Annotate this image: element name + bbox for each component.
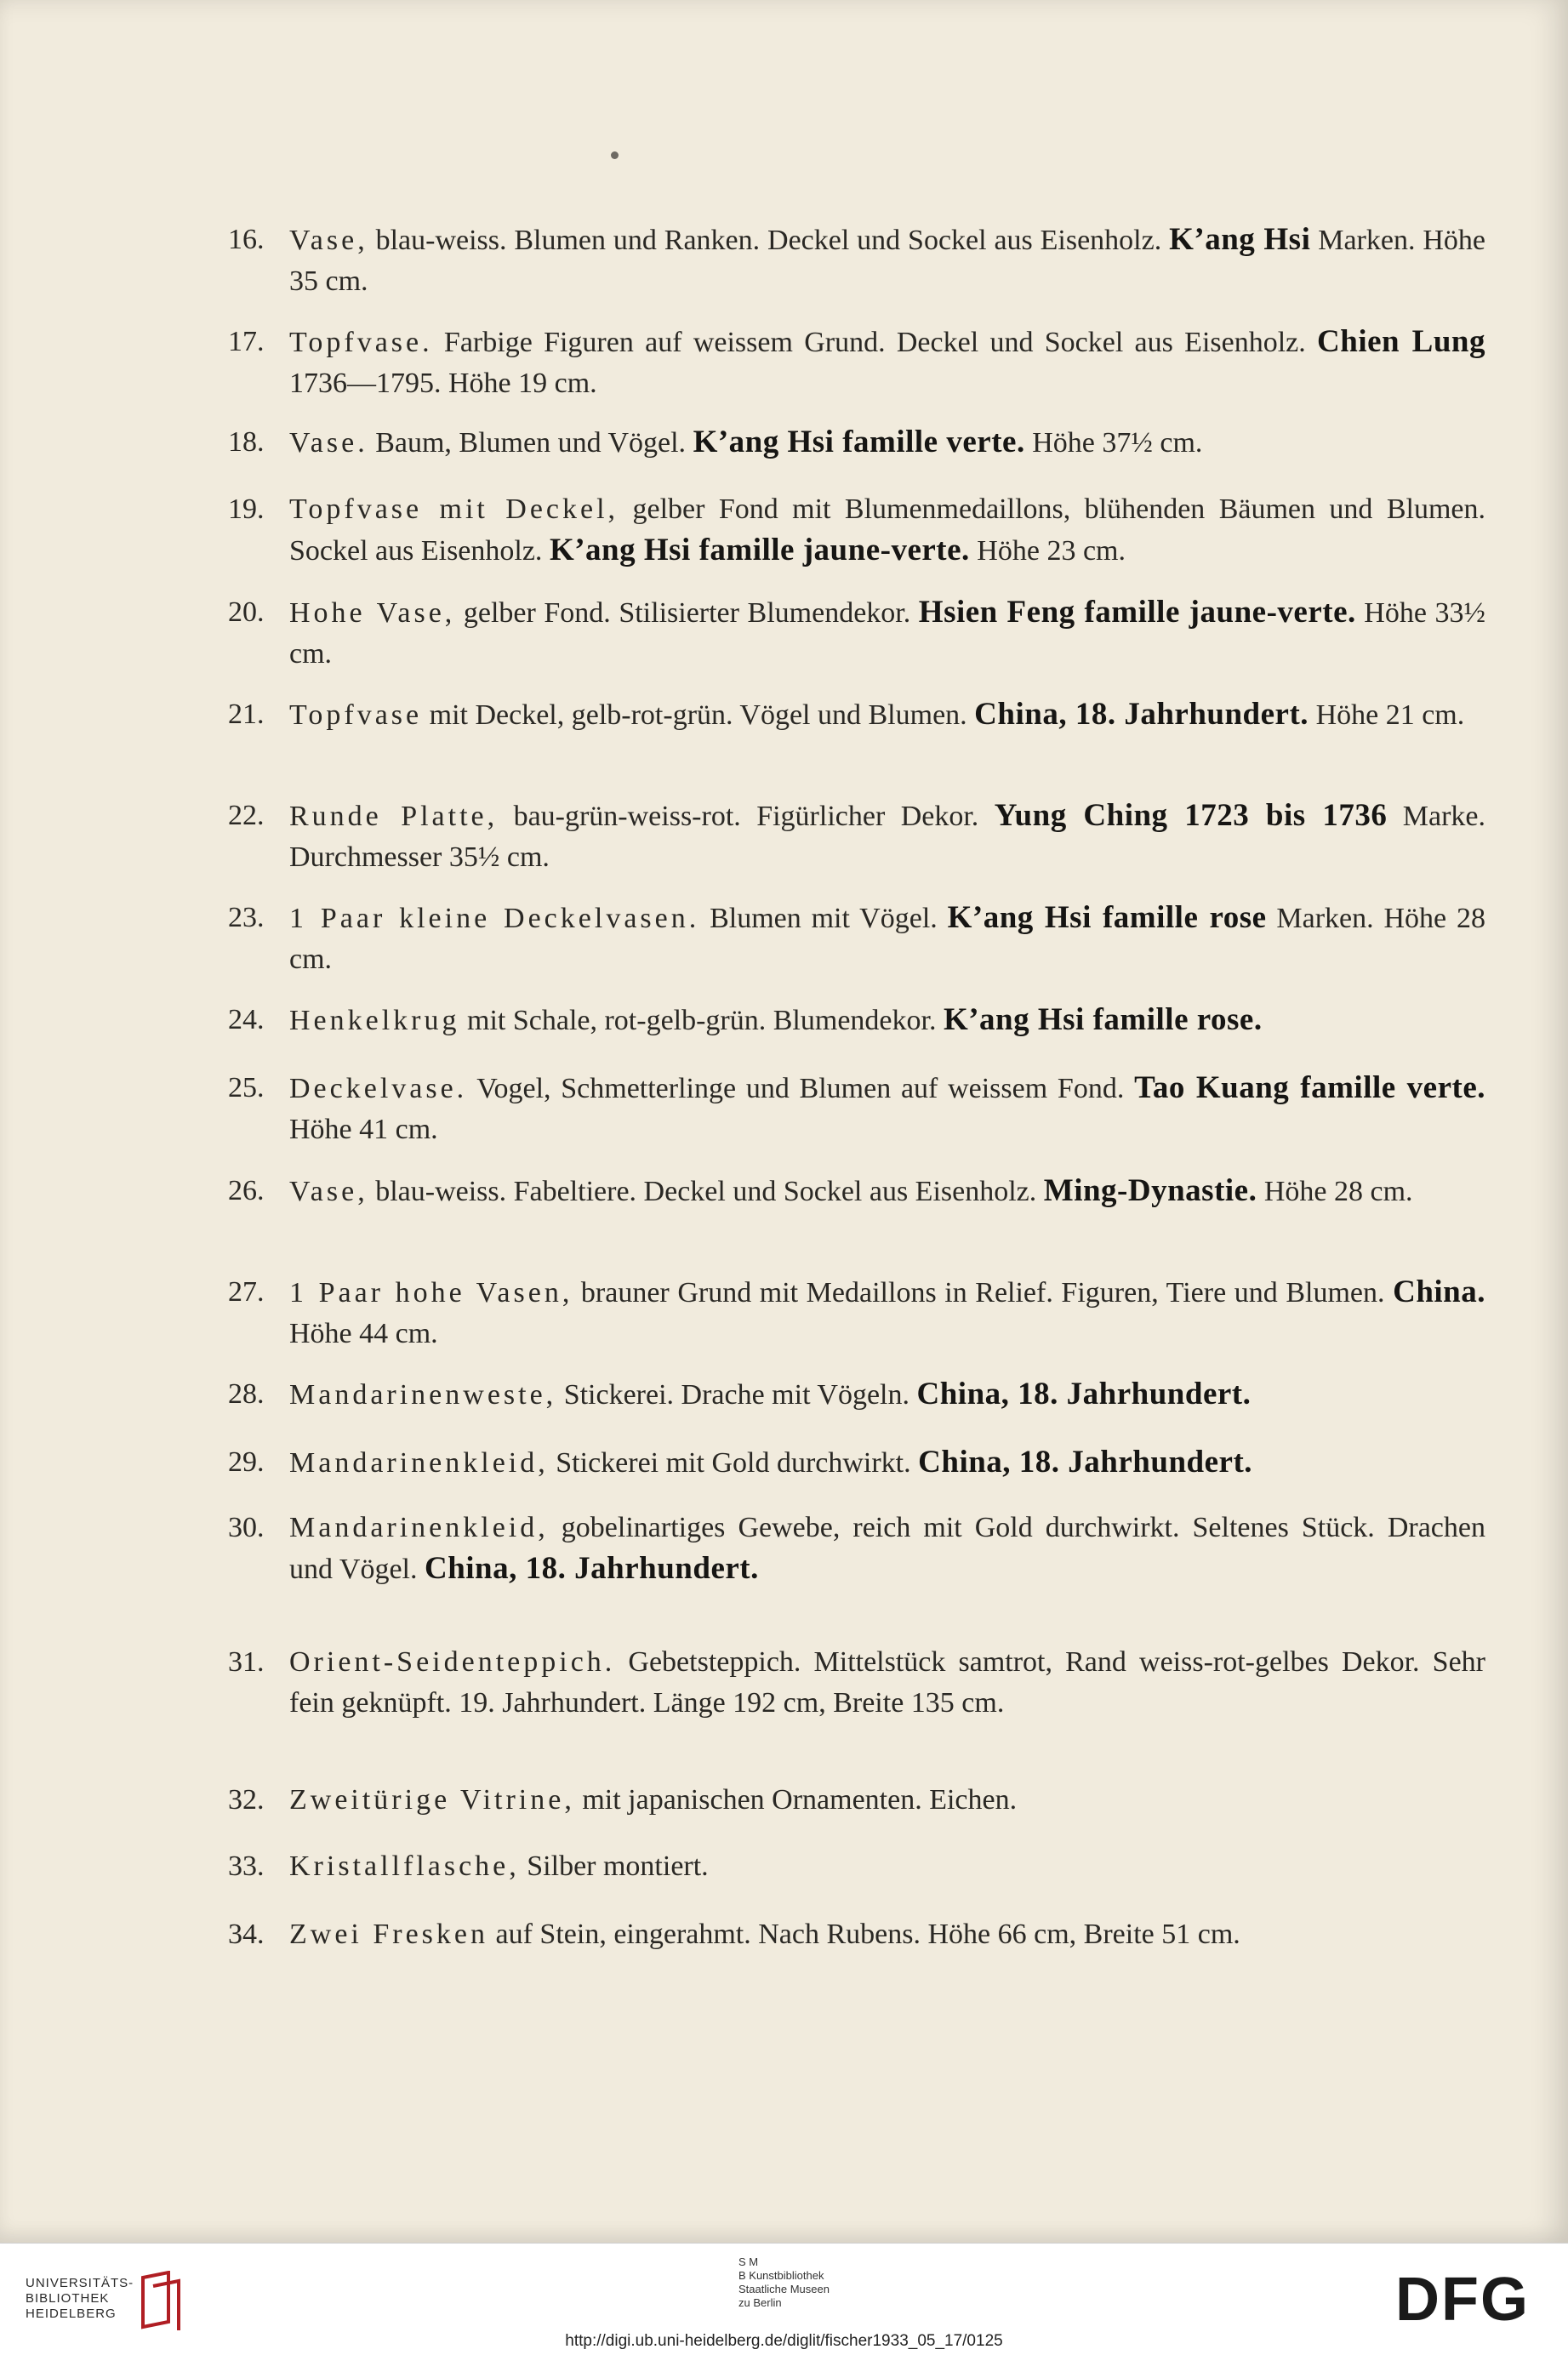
entry-number: 27. [228,1276,265,1308]
catalogue-entry [228,1171,1485,1212]
entry-title: Henkelkrug [289,1005,460,1036]
catalogue-entry [228,1914,1485,1955]
entry-text [289,795,1485,878]
entry-text [289,1000,1485,1041]
entry-number: 31. [228,1646,265,1678]
museum-line: zu Berlin [738,2296,782,2309]
catalogue-entry [228,1508,1485,1590]
entry-number: 28. [228,1378,265,1410]
entry-text [289,898,1485,980]
entry-title: Runde Platte, [289,801,499,832]
catalogue-entry [228,795,1485,878]
entry-attribution: K’ang Hsi [1169,222,1311,257]
entry-attribution: Chien Lung [1317,324,1485,359]
entry-text [289,1846,1485,1887]
entry-description: Stickerei mit Gold durchwirkt. [548,1447,919,1479]
entry-description: mit Schale, rot-gelb-grün. Blumendekor. [459,1005,944,1036]
entry-description: blau-weiss. Fabeltiere. Deckel und Sockel aus Eisenholz. [368,1176,1044,1207]
entry-description: Höhe 44 cm. [289,1318,438,1349]
entry-number: 33. [228,1850,265,1882]
entry-attribution: K’ang Hsi famille jaune-verte. [549,533,970,567]
entry-text [289,1068,1485,1150]
entry-title: Kristallflasche, [289,1850,520,1882]
entry-description: gelber Fond. Stilisierter Blumendekor. [455,597,919,629]
catalogue-entry [228,898,1485,980]
entry-description: Stickerei. Drache mit Vögeln. [556,1379,917,1411]
entry-description: auf Stein, eingerahmt. Nach Rubens. Höhe 66 cm, Breite 51 cm. [488,1919,1240,1950]
entry-description: Höhe 28 cm. [1257,1176,1413,1207]
entry-title: Zwei Fresken [289,1919,489,1950]
catalogue-entry [228,1780,1485,1821]
entry-title: Vase. [289,427,368,459]
entry-text [289,422,1485,464]
entry-text [289,1171,1485,1212]
entry-description: Höhe 37½ cm. [1024,427,1203,459]
catalogue-entry [228,1846,1485,1887]
entry-description: gobelinartiges Gewebe, reich mit Gold durchwirkt. Seltenes Stück. Drachen und Vögel. [289,1512,1485,1585]
entry-attribution: Ming-Dynastie. [1043,1173,1257,1208]
entry-description: Marken. Höhe 28 cm. [289,903,1485,975]
entry-title: Mandarinenweste, [289,1379,557,1411]
entry-description: Baum, Blumen und Vögel. [368,427,693,459]
entry-title: Topfvase mit Deckel, [289,493,619,525]
entry-description: Höhe 21 cm. [1309,699,1465,731]
entry-number: 32. [228,1784,265,1816]
entry-attribution: China, 18. Jahrhundert. [918,1445,1253,1480]
catalogue-entry [228,489,1485,572]
entry-title: Vase, [289,225,368,256]
entry-text [289,489,1485,572]
entry-attribution: China. [1393,1274,1485,1309]
entry-text [289,220,1485,302]
entry-number: 26. [228,1175,265,1206]
entry-title: Topfvase. [289,327,433,358]
entry-text [289,322,1485,404]
entry-number: 29. [228,1446,265,1478]
entry-attribution: China, 18. Jahrhundert. [974,697,1309,732]
entry-title: Mandarinenkleid, [289,1512,549,1543]
catalogue-entry [228,220,1485,302]
entry-description: Marken. Höhe 35 cm. [289,225,1485,297]
catalogue-entry [228,1442,1485,1484]
speck-mark [611,151,619,159]
catalogue-entry [228,1374,1485,1416]
entry-title: Vase, [289,1176,368,1207]
entry-text [289,1272,1485,1354]
entry-number: 30. [228,1512,265,1543]
entry-text [289,1780,1485,1821]
entry-description: Gebetsteppich. Mittelstück samtrot, Rand weiss-rot-gelbes Dekor. Sehr fein geknüpft. 19. Jahrhundert. Länge 192 cm, Breite 135 cm. [289,1646,1485,1719]
footer-bar [0,2243,1568,2355]
catalogue-entry [228,1000,1485,1041]
library-logo-text[interactable] [26,2276,134,2322]
source-url-link[interactable]: http://digi.ub.uni-heidelberg.de/diglit/fischer1933_05_17/0125 [565,2332,1003,2350]
entry-title: Deckelvase. [289,1073,468,1104]
entry-text [289,1914,1485,1955]
entry-title: Hohe Vase, [289,597,456,629]
library-logo-icon[interactable] [134,2271,187,2332]
library-line: BIBLIOTHEK [26,2291,110,2306]
entry-description: mit Deckel, gelb-rot-grün. Vögel und Blumen. [422,699,975,731]
catalogue-entry [228,1642,1485,1724]
catalogue-entry [228,322,1485,404]
entry-number: 16. [228,224,265,255]
entry-title: Topfvase [289,699,423,731]
entry-attribution: Tao Kuang famille verte. [1134,1070,1485,1105]
entry-text [289,592,1485,675]
library-line: HEIDELBERG [26,2307,117,2321]
entry-description: Vogel, Schmetterlinge und Blumen auf weissem Fond. [467,1073,1135,1104]
entry-number: 20. [228,596,265,628]
entry-title: 1 Paar hohe Vasen, [289,1277,573,1309]
entry-attribution: Yung Ching 1723 bis 1736 [994,798,1388,833]
museum-line: B Kunstbibliothek [738,2269,824,2282]
entry-description: Farbige Figuren auf weissem Grund. Deckel und Sockel aus Eisenholz. [432,327,1318,358]
entry-attribution: Hsien Feng famille jaune-verte. [918,595,1356,630]
catalogue-entry [228,1068,1485,1150]
entry-description: mit japanischen Ornamenten. Eichen. [574,1784,1018,1816]
entry-number: 21. [228,699,265,730]
entry-attribution: China, 18. Jahrhundert. [916,1377,1252,1411]
entry-number: 22. [228,800,265,831]
entry-description: Blumen mit Vögel. [699,903,948,934]
entry-title: Mandarinenkleid, [289,1447,549,1479]
entry-number: 24. [228,1004,265,1035]
entry-attribution: China, 18. Jahrhundert. [424,1551,759,1586]
dfg-logo[interactable]: DFG [1395,2266,1530,2334]
entry-attribution: K’ang Hsi famille rose. [943,1002,1263,1037]
entry-number: 19. [228,493,265,525]
entry-description: bau-grün-weiss-rot. Figürlicher Dekor. [498,801,995,832]
entry-description: Marke. Durchmesser 35½ cm. [289,801,1486,873]
catalogue-entry [228,422,1485,464]
entry-text [289,694,1485,736]
entry-text [289,1642,1485,1724]
entry-number: 17. [228,326,265,357]
entry-text [289,1442,1485,1484]
entry-title: Zweitürige Vitrine, [289,1784,575,1816]
catalogue-entry [228,1272,1485,1354]
entry-description: brauner Grund mit Medaillons in Relief. Figuren, Tiere und Blumen. [573,1277,1394,1309]
catalogue-entry [228,694,1485,736]
entry-title: Orient-Seidenteppich. [289,1646,616,1678]
entry-description: 1736—1795. Höhe 19 cm. [289,368,597,399]
entry-description: blau-weiss. Blumen und Ranken. Deckel und Sockel aus Eisenholz. [368,225,1170,256]
entry-description: gelber Fond mit Blumenmedaillons, blühenden Bäumen und Blumen. Sockel aus Eisenholz. [289,493,1485,567]
library-line: UNIVERSITÄTS- [26,2276,134,2290]
entry-description: Höhe 23 cm. [969,535,1126,567]
entry-number: 34. [228,1919,265,1950]
entry-text [289,1508,1485,1590]
entry-attribution: K’ang Hsi famille verte. [693,425,1025,459]
entry-attribution: K’ang Hsi famille rose [947,900,1267,935]
museum-line: S M [738,2255,759,2268]
museum-logo-text[interactable] [738,2255,830,2310]
entry-description: Silber montiert. [519,1850,709,1882]
entry-text [289,1374,1485,1416]
entry-description: Höhe 33½ cm. [289,597,1486,670]
entry-number: 18. [228,426,265,458]
entry-title: 1 Paar kleine Deckelvasen. [289,903,700,934]
catalogue-entry [228,592,1485,675]
entry-description: Höhe 41 cm. [289,1114,438,1145]
entry-number: 25. [228,1072,265,1103]
museum-line: Staatliche Museen [738,2283,830,2295]
entry-number: 23. [228,902,265,933]
